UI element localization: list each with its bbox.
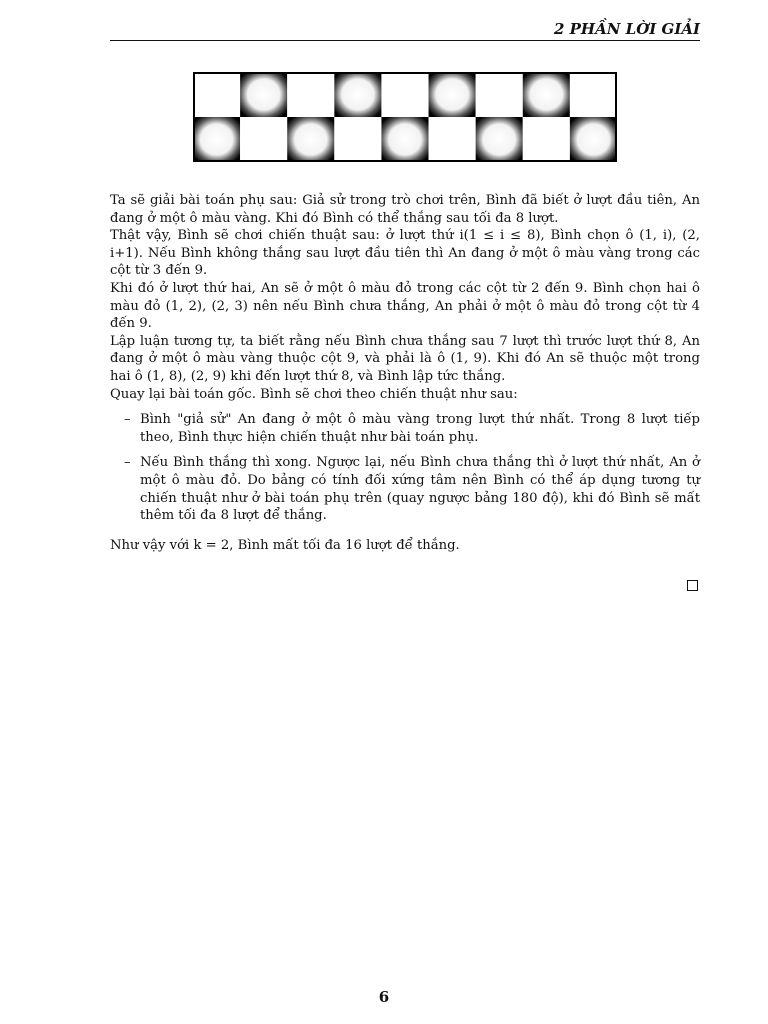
running-header	[110, 18, 700, 41]
board-cell-light	[193, 72, 240, 117]
paragraph-2: Thật vậy, Bình sẽ chơi chiến thuật sau: ở lượt thứ i(1 ≤ i ≤ 8), Bình chọn ô (1, i), (2, i+1). Nếu Bình không thắng sau lượt đầu tiên thì An đang ở một ô màu vàng trong các cột từ 3 đến 9.	[110, 228, 700, 279]
board-cell-light	[240, 117, 287, 162]
checkerboard-2x9	[193, 72, 617, 162]
dash-bullet: –	[124, 412, 131, 428]
strategy-list	[110, 411, 700, 525]
board-cell-dark	[287, 117, 334, 162]
conclusion: Như vậy với k = 2, Bình mất tối đa 16 lượt để thắng.	[110, 537, 460, 553]
board-cell-light	[476, 72, 523, 117]
board-cell-dark	[429, 72, 476, 117]
board-cell-light	[523, 117, 570, 162]
section-title: 2 PHẦN LỜI GIẢI	[553, 20, 700, 38]
list-item	[110, 411, 700, 446]
board-cell-dark	[334, 72, 381, 117]
board-cell-dark	[240, 72, 287, 117]
board-cell-light	[334, 117, 381, 162]
board-cell-dark	[193, 117, 240, 162]
board-figure	[193, 72, 617, 162]
paragraph-5: Quay lại bài toán gốc. Bình sẽ chơi theo chiến thuật như sau:	[110, 386, 518, 402]
page-number: 6	[378, 988, 390, 1006]
board-cell-dark	[570, 117, 617, 162]
board-cell-dark	[476, 117, 523, 162]
list-item-text: Bình "giả sử" An đang ở một ô màu vàng trong lượt thứ nhất. Trong 8 lượt tiếp theo, Bình thực hiện chiến thuật như bài toán phụ.	[140, 412, 700, 445]
list-item	[110, 454, 700, 524]
board-cell-dark	[523, 72, 570, 117]
paragraph-4: Lập luận tương tự, ta biết rằng nếu Bình chưa thắng sau 7 lượt thì trước lượt thứ 8, An đang ở một ô màu vàng thuộc cột 9, và phải là ô (1, 9). Khi đó An sẽ thuộc một trong hai ô (1, 8), (2, 9) khi đến lượt thứ 8, và Bình lập tức thắng.	[110, 333, 700, 384]
qed-square-icon	[687, 580, 698, 591]
board-cell-light	[570, 72, 617, 117]
board-cell-light	[429, 117, 476, 162]
paragraph-3: Khi đó ở lượt thứ hai, An sẽ ở một ô màu đỏ trong các cột từ 2 đến 9. Bình chọn hai ô màu đỏ (1, 2), (2, 3) nên nếu Bình chưa thắng, An phải ở một ô màu đỏ trong cột từ 4 đến 9.	[110, 280, 700, 332]
list-item-text: Nếu Bình thắng thì xong. Ngược lại, nếu Bình chưa thắng thì ở lượt thứ nhất, An ở một ô màu đỏ. Do bảng có tính đối xứng tâm nên Bình có thể áp dụng tương tự chiến thuật như ở bài toán phụ trên (quay ngược bảng 180 độ), khi đó Bình sẽ mất thêm tối đa 8 lượt để thắng.	[140, 455, 700, 524]
paragraph-1: Ta sẽ giải bài toán phụ sau: Giả sử trong trò chơi trên, Bình đã biết ở lượt đầu tiên, An đang ở một ô màu vàng. Khi đó Bình có thể thắng sau tối đa 8 lượt.	[110, 193, 700, 226]
dash-bullet: –	[124, 455, 131, 471]
solution-text	[110, 192, 700, 554]
board-cell-dark	[381, 117, 428, 162]
board-cell-light	[381, 72, 428, 117]
board-cell-light	[287, 72, 334, 117]
